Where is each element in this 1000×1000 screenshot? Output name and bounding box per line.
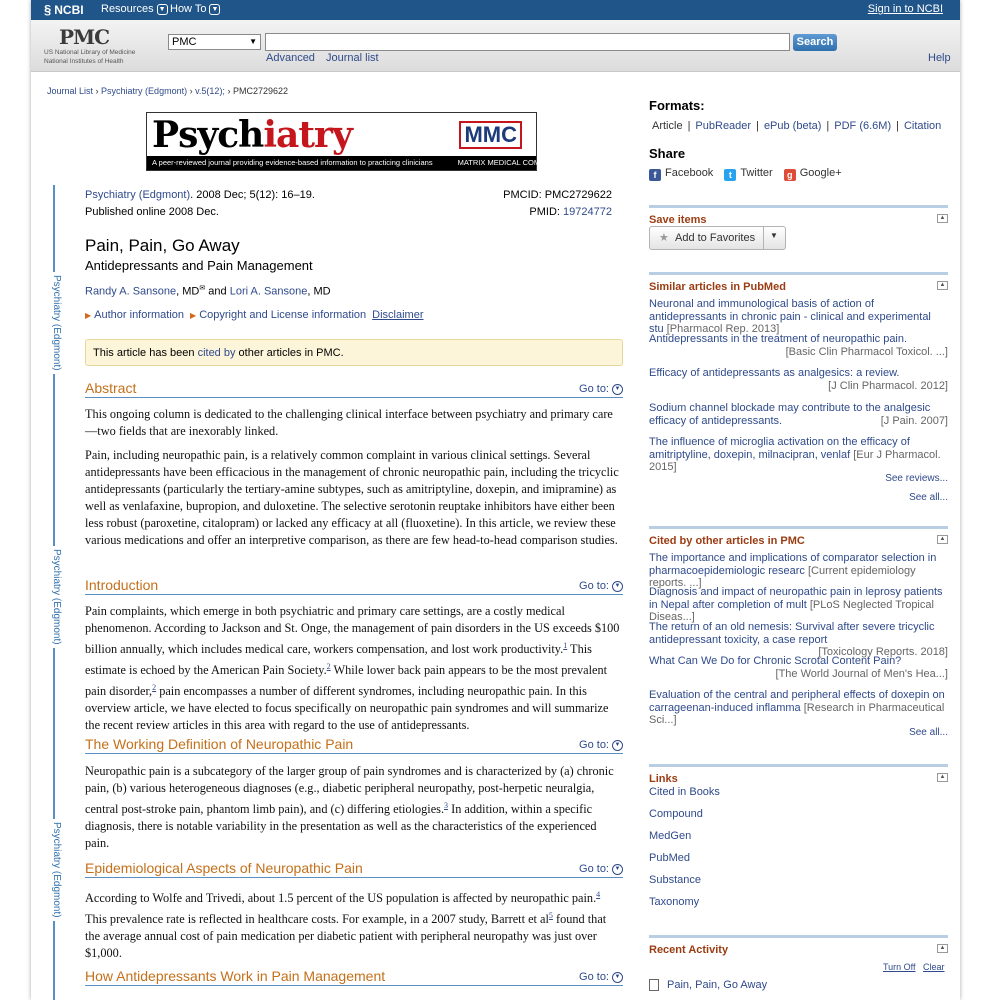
goto-menu[interactable] <box>579 863 623 875</box>
goto-menu[interactable] <box>579 383 623 395</box>
link-compound[interactable]: Compound <box>649 808 703 820</box>
format-citation-link[interactable]: Citation <box>903 120 942 132</box>
database-select[interactable] <box>168 34 261 50</box>
chevron-down-icon: ▼ <box>612 972 623 983</box>
paragraph-text: This prevalence rate is reflected in healthcare costs. For example, in a 2007 study, Barrett et al <box>85 912 549 927</box>
howto-label: How To <box>170 3 207 15</box>
citing-article-source: [Research in Pharmaceutical Sci...] <box>649 701 945 726</box>
similar-article-item[interactable] <box>649 298 948 336</box>
link-medgen[interactable]: MedGen <box>649 830 692 842</box>
reference-link[interactable]: 2 <box>152 683 157 693</box>
citing-article-source: [Current epidemiology reports. ...] <box>649 564 916 589</box>
citing-article-title: The importance and implications of comparator selection in pharmacoepidemiologic researc <box>649 552 937 577</box>
citing-article-item[interactable] <box>649 621 948 659</box>
share-facebook[interactable] <box>649 167 713 181</box>
share-twitter[interactable] <box>724 167 772 181</box>
section-heading-introduction <box>85 577 623 595</box>
breadcrumb-separator: › <box>95 86 102 96</box>
facebook-label: Facebook <box>665 167 714 179</box>
similar-article-source: [Basic Clin Pharmacol Toxicol. ...] <box>785 345 948 358</box>
pmc-logo-mark: PMC <box>59 25 110 49</box>
banner-tagline-text: A peer-reviewed journal providing evidence-based information to practicing clinicians <box>152 158 433 167</box>
breadcrumb-journal-list[interactable]: Journal List <box>47 86 94 96</box>
paragraph-text: While lower back pain appears to be the most prevalent pain disorder, <box>85 663 608 699</box>
cited-by-notice <box>85 339 623 366</box>
section-heading-working-definition <box>85 736 623 754</box>
collapse-toggle-icon[interactable]: ▲ <box>937 281 948 290</box>
links-heading <box>649 764 948 785</box>
breadcrumb <box>47 86 288 96</box>
goto-label: Go to: <box>579 739 609 751</box>
author-list <box>85 284 331 298</box>
citing-article-title: Evaluation of the central and peripheral effects of doxepin on carrageenan-induced inflamma <box>649 689 945 714</box>
chevron-down-icon: ▼ <box>612 384 623 395</box>
banner-tagline <box>147 156 593 170</box>
similar-article-item[interactable] <box>649 436 948 474</box>
turn-off-link[interactable]: Turn Off <box>883 962 916 972</box>
citing-article-source: [The World Journal of Men's Hea...] <box>775 667 948 680</box>
author-degree: , MD <box>307 285 331 298</box>
breadcrumb-volume[interactable]: v.5(12); <box>195 86 225 96</box>
ids-block <box>503 187 612 221</box>
ncbi-logo-text: NCBI <box>54 2 84 17</box>
goto-menu[interactable] <box>579 580 623 592</box>
copyright-toggle[interactable] <box>190 309 366 321</box>
article-subtitle: Antidepressants and Pain Management <box>85 258 313 273</box>
mmc-logo: MMC <box>459 121 522 149</box>
google-label: Google+ <box>799 167 842 179</box>
formats-heading: Formats: <box>649 98 705 113</box>
nlm-label: US National Library of Medicine <box>44 49 136 56</box>
author-information-label: Author information <box>94 309 185 321</box>
copyright-label: Copyright and License information <box>199 309 367 321</box>
epidemiology-paragraph <box>85 886 623 962</box>
breadcrumb-journal[interactable]: Psychiatry (Edgmont) <box>101 86 188 96</box>
author-information-toggle[interactable] <box>85 309 184 321</box>
twitter-label: Twitter <box>740 167 773 179</box>
journal-banner-title <box>152 113 352 157</box>
format-pubreader-link[interactable]: PubReader <box>695 120 752 132</box>
link-pubmed[interactable]: PubMed <box>649 852 690 864</box>
citation-details: . 2008 Dec; 5(12): 16–19. <box>190 189 315 201</box>
reference-link[interactable]: 3 <box>444 801 449 810</box>
chevron-down-icon: ▼ <box>612 740 623 751</box>
working-definition-paragraph <box>85 763 623 852</box>
format-separator: | <box>756 120 759 132</box>
goto-label: Go to: <box>579 863 609 875</box>
section-title: Introduction <box>85 577 159 593</box>
paragraph-text: In addition, within a specific diagnosis, there is notable variability in the presentation as well as the characteristics of the experienced pain. <box>85 802 597 851</box>
similar-article-source: [J Pain. 2007] <box>880 414 948 427</box>
similar-article-item[interactable] <box>649 367 948 392</box>
collapse-toggle-icon[interactable]: ▲ <box>937 535 948 544</box>
article-title: Pain, Pain, Go Away <box>85 236 240 255</box>
citing-article-item[interactable] <box>649 655 948 680</box>
portlet-title: Recent Activity <box>649 944 729 956</box>
reference-link[interactable]: 5 <box>548 911 553 921</box>
author-conjunction: and <box>205 285 230 298</box>
signin-link[interactable]: Sign in to NCBI <box>867 3 943 15</box>
citing-article-item[interactable] <box>649 689 948 727</box>
recent-activity-title: Pain, Pain, Go Away <box>667 979 768 991</box>
author-link[interactable]: Lori A. Sansone <box>229 285 308 298</box>
advanced-search-link[interactable]: Advanced <box>266 52 315 64</box>
ncbi-helix-icon: § <box>44 2 52 17</box>
database-select-value: PMC <box>172 36 197 48</box>
breadcrumb-current: PMC2729622 <box>232 86 288 96</box>
banner-publisher: MATRIX MEDICAL COMMUNICATIONS <box>457 158 593 167</box>
paragraph-text: pain encompasses a number of different syndromes, including neuropathic pain. In this overview article, we have elected to focus specifically on neuropathic pain syndromes and will summarize the recent review articles in this area with regard to the use of antidepressants. <box>85 684 609 733</box>
citation-block <box>85 187 315 221</box>
goto-menu[interactable] <box>579 739 623 751</box>
similar-article-title: The influence of microglia activation on the efficacy of amitriptyline, doxepin, milnacipran, venlaf <box>649 436 910 461</box>
chevron-down-icon: ▼ <box>612 864 623 875</box>
published-date: Published online 2008 Dec. <box>85 206 219 218</box>
paragraph-text: Pain complaints, which emerge in both psychiatric and primary care settings, are a costly medical phenomenon. According to Jackson and St. Onge, the management of pain disorders in the US exceeds $100 billion annually, which includes medical care, workers compensation, and lost work productivity. <box>85 604 620 657</box>
cited-by-text-end: other articles in PMC. <box>235 347 344 359</box>
banner-title-part1: Psych <box>152 114 264 156</box>
similar-article-item[interactable] <box>649 402 948 427</box>
section-title: Epidemiological Aspects of Neuropathic Pain <box>85 860 363 876</box>
citing-article-source: [Toxicology Reports. 2018] <box>818 646 948 658</box>
pmc-header <box>31 20 960 72</box>
format-epub-link[interactable]: ePub (beta) <box>763 120 822 132</box>
goto-menu[interactable] <box>579 971 623 983</box>
star-icon: ★ <box>659 232 669 244</box>
rail-journal-label[interactable]: Psychiatry (Edgmont) <box>46 819 62 921</box>
document-icon <box>649 979 659 991</box>
citing-article-title: What Can We Do for Chronic Scrotal Content Pain? <box>649 655 902 667</box>
goto-label: Go to: <box>579 383 609 395</box>
similar-articles-heading <box>649 272 948 293</box>
paragraph-text: Neuropathic pain is a subcategory of the larger group of pain syndromes and is characterized by (a) chronic pain, (b) various heterogeneous diagnoses (e.g., diabetic peripheral neuropathy, post-herpetic neuralgia, central post-stroke pain, phantom limb pain), and (c) differing etiologies. <box>85 764 614 817</box>
similar-article-source: [J Clin Pharmacol. 2012] <box>828 379 948 392</box>
section-heading-epidemiology <box>85 860 623 878</box>
dropdown-arrow-icon: ▼ <box>249 37 257 46</box>
citing-article-source: [PLoS Neglected Tropical Diseas...] <box>649 598 934 623</box>
resources-label: Resources <box>101 3 154 15</box>
journal-link[interactable]: Psychiatry (Edgmont) <box>85 189 191 201</box>
add-to-favorites-label: Add to Favorites <box>675 232 756 244</box>
abstract-paragraph: This ongoing column is dedicated to the challenging clinical interface between psychiatry and primary care—two fields that are inexorably linked. <box>85 407 613 438</box>
format-pdf-link[interactable]: PDF (6.6M) <box>834 120 892 132</box>
article-info-links <box>85 309 423 321</box>
breadcrumb-separator: › <box>189 86 196 96</box>
triangle-right-icon: ▶ <box>190 311 197 320</box>
paragraph-text: According to Wolfe and Trivedi, about 1.5 percent of the US population is affected by neuropathic pain. <box>85 891 597 906</box>
portlet-title: Save items <box>649 214 707 226</box>
similar-article-title: Efficacy of antidepressants as analgesics: a review. <box>649 367 900 379</box>
format-separator: | <box>687 120 691 132</box>
share-heading: Share <box>649 146 686 161</box>
link-cited-in-books[interactable]: Cited in Books <box>649 786 720 798</box>
author-link[interactable]: Randy A. Sansone <box>85 285 177 298</box>
section-heading-mechanism <box>85 968 623 986</box>
journal-banner[interactable] <box>146 112 593 171</box>
cited-by-heading <box>649 526 948 547</box>
goto-label: Go to: <box>579 971 609 983</box>
introduction-paragraph <box>85 603 623 734</box>
collapse-toggle-icon[interactable]: ▲ <box>937 944 948 953</box>
section-heading-abstract <box>85 380 623 398</box>
ncbi-logo[interactable] <box>44 2 84 17</box>
similar-article-source: [Eur J Pharmacol. 2015] <box>649 448 941 473</box>
reference-link[interactable]: 1 <box>563 641 568 650</box>
save-items-heading <box>649 205 948 226</box>
similar-article-title: Neuronal and immunological basis of action of antidepressants in chronic pain - clinical and experimental stu <box>649 298 931 335</box>
reference-link[interactable]: 4 <box>596 890 601 899</box>
portlet-title: Cited by other articles in PMC <box>649 535 805 547</box>
rail-journal-label[interactable]: Psychiatry (Edgmont) <box>46 546 62 648</box>
journal-list-link[interactable]: Journal list <box>326 52 379 64</box>
banner-title-part2: iatry <box>263 114 352 156</box>
twitter-icon: t <box>724 169 736 181</box>
similar-article-source: [Pharmacol Rep. 2013] <box>666 323 780 335</box>
disclaimer-link[interactable]: Disclaimer <box>372 309 424 321</box>
email-icon[interactable]: ✉ <box>199 285 206 292</box>
portlet-title: Links <box>649 773 678 785</box>
paragraph-text: This estimate is echoed by the American Pain Society. <box>85 642 592 678</box>
clear-link[interactable]: Clear <box>923 962 945 972</box>
format-separator: | <box>896 120 899 132</box>
collapse-toggle-icon[interactable]: ▲ <box>937 773 948 782</box>
chevron-down-icon: ▼ <box>209 4 220 15</box>
see-all-cited-link[interactable]: See all... <box>909 727 948 738</box>
howto-menu[interactable] <box>170 3 220 15</box>
recent-activity-heading <box>649 935 948 956</box>
similar-article-title: Antidepressants in the treatment of neuropathic pain. <box>649 333 908 345</box>
dropdown-arrow-icon[interactable]: ▼ <box>770 231 778 240</box>
citing-article-item[interactable] <box>649 586 948 624</box>
link-taxonomy[interactable]: Taxonomy <box>649 896 700 908</box>
cited-by-link[interactable]: cited by <box>197 347 236 359</box>
ncbi-top-bar <box>31 0 960 20</box>
goto-label: Go to: <box>579 580 609 592</box>
help-link[interactable]: Help <box>928 52 951 64</box>
resources-menu[interactable] <box>101 3 168 15</box>
cited-by-text: This article has been <box>93 347 198 359</box>
format-separator: | <box>826 120 830 132</box>
button-divider <box>763 227 764 249</box>
pmid-link[interactable]: 19724772 <box>563 206 612 218</box>
reference-link[interactable]: 2 <box>326 662 331 672</box>
section-title: Abstract <box>85 380 137 396</box>
chevron-down-icon: ▼ <box>612 581 623 592</box>
add-to-favorites-button[interactable] <box>649 226 786 250</box>
see-reviews-link[interactable]: See reviews... <box>885 473 948 484</box>
google-plus-icon: g <box>784 169 796 181</box>
collapse-toggle-icon[interactable]: ▲ <box>937 214 948 223</box>
see-all-similar-link[interactable]: See all... <box>909 492 948 503</box>
recent-activity-item[interactable] <box>649 979 767 991</box>
link-substance[interactable]: Substance <box>649 874 701 886</box>
rail-journal-label[interactable]: Psychiatry (Edgmont) <box>46 272 62 374</box>
format-article: Article <box>652 120 683 132</box>
portlet-title: Similar articles in PubMed <box>649 281 786 293</box>
search-button[interactable]: Search <box>793 34 837 51</box>
similar-article-title: Sodium channel blockade may contribute to the analgesic efficacy of antidepressants. <box>649 402 931 427</box>
similar-article-item[interactable] <box>649 333 948 358</box>
citing-article-title: The return of an old nemesis: Survival after severe tricyclic antidepressant toxicity, a case report <box>649 621 935 646</box>
chevron-down-icon: ▼ <box>157 4 168 15</box>
citing-article-item[interactable] <box>649 552 948 590</box>
abstract-paragraph: Pain, including neuropathic pain, is a relatively common complaint in various clinical settings. Several antidepressants have been efficacious in the management of chronic neuropathic pain, including the tricyclic antidepressants (particularly the tertiary-amine subtypes, such as amitriptyline, doxepin, and imipramine) as well as venlafaxine, bupropion, and duloxetine. The selective serotonin reuptake inhibitors have either been less robust (paroxetine, citalopram) or lacked any efficacy at all (fluoxetine). In this article, we review these various medications and offer an interpretive comparison, as there are few head-to-head comparison studies. <box>85 448 619 547</box>
facebook-icon: f <box>649 169 661 181</box>
triangle-right-icon: ▶ <box>85 311 92 320</box>
breadcrumb-separator: › <box>227 86 233 96</box>
pmcid: PMCID: PMC2729622 <box>503 189 612 201</box>
section-title: How Antidepressants Work in Pain Management <box>85 968 386 984</box>
author-degree: , MD <box>176 285 200 298</box>
search-input[interactable] <box>265 33 790 51</box>
pmid-label: PMID: <box>529 206 564 218</box>
citing-article-title: Diagnosis and impact of neuropathic pain in leprosy patients in Nepal after completion of mult <box>649 586 943 611</box>
section-title: The Working Definition of Neuropathic Pain <box>85 736 354 752</box>
formats-list <box>652 120 941 132</box>
pmc-logo[interactable] <box>44 26 154 66</box>
nih-label: National Institutes of Health <box>44 58 124 65</box>
paragraph-text: found that the average annual cost of pain medication per diabetic patient with peripheral neuropathy was just over $1,000. <box>85 912 607 961</box>
share-links <box>649 167 842 181</box>
share-google[interactable] <box>784 167 842 181</box>
